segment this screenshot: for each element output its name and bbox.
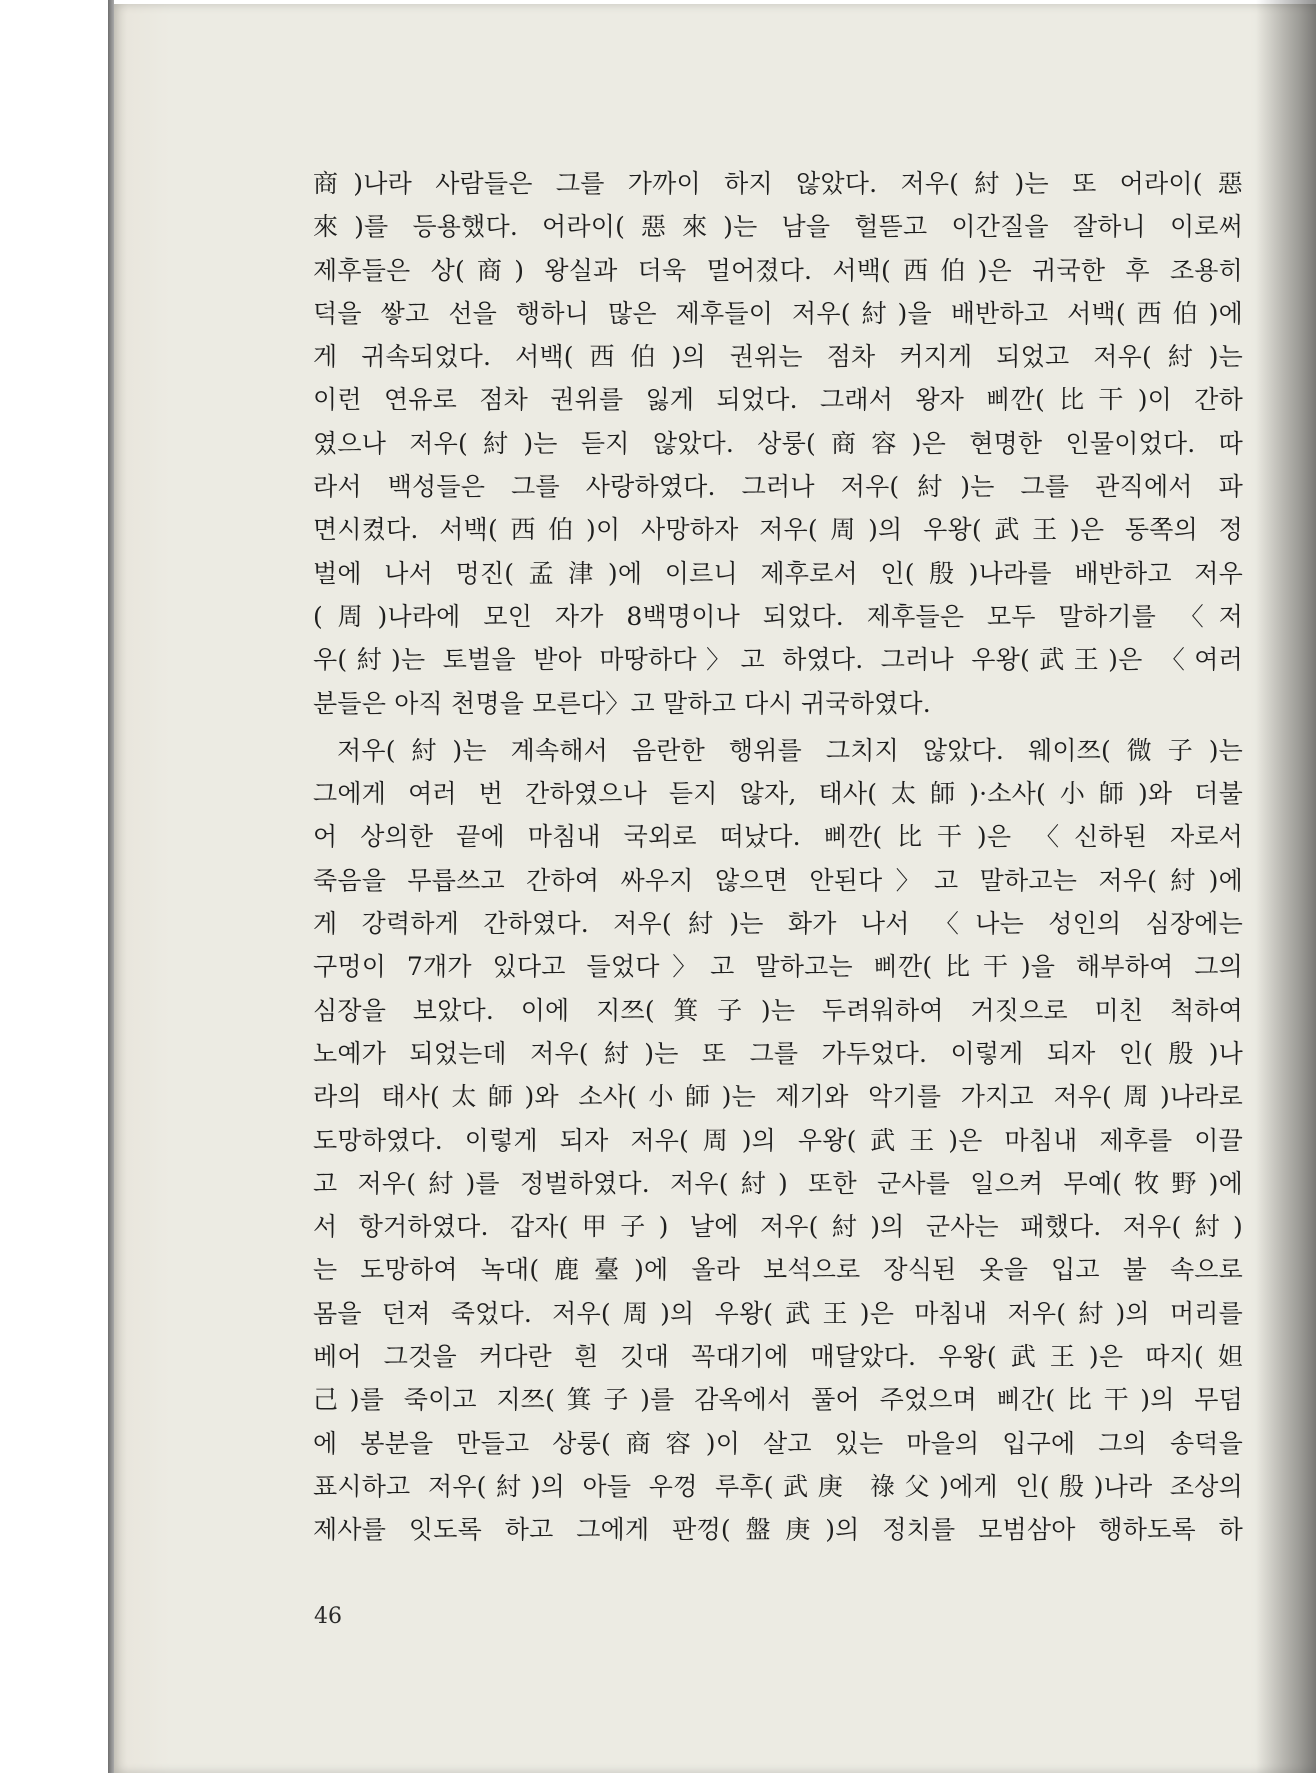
text-line: 에 봉분을 만들고 상룽(商容)이 살고 있는 마을의 입구에 그의 송덕을	[313, 1428, 1243, 1458]
text-line: 베어 그것을 커다란 흰 깃대 꼭대기에 매달았다. 우왕(武王)은 따지(妲	[313, 1342, 1243, 1372]
text-line: 도망하였다. 이렇게 되자 저우(周)의 우왕(武王)은 마침내 제후를 이끌	[313, 1125, 1243, 1155]
text-line: 고 저우(紂)를 정벌하였다. 저우(紂) 또한 군사를 일으켜 무예(牧野)에	[313, 1168, 1243, 1198]
text-line: 표시하고 저우(紂)의 아들 우껑 루후(武庚 祿父)에게 인(殷)나라 조상의	[313, 1471, 1243, 1501]
binding-shadow	[1256, 0, 1316, 1773]
text-line: 분들은 아직 천명을 모른다〉고 말하고 다시 귀국하였다.	[313, 688, 931, 718]
text-line: 구멍이 7개가 있다고 들었다〉고 말하고는 삐깐(比干)을 해부하여 그의	[313, 952, 1243, 982]
text-line: 면시켰다. 서백(西伯)이 사망하자 저우(周)의 우왕(武王)은 동쪽의 정	[313, 515, 1243, 545]
text-line: 來)를 등용했다. 어라이(惡來)는 남을 헐뜯고 이간질을 잘하니 이로써	[313, 212, 1243, 242]
text-line: 덕을 쌓고 선을 행하니 많은 제후들이 저우(紂)을 배반하고 서백(西伯)에	[313, 298, 1243, 328]
text-line: 서 항거하였다. 갑자(甲子) 날에 저우(紂)의 군사는 패했다. 저우(紂)	[313, 1212, 1243, 1242]
page-number: 46	[314, 1604, 342, 1629]
text-line: 이런 연유로 점차 권위를 잃게 되었다. 그래서 왕자 삐깐(比干)이 간하	[313, 385, 1243, 415]
text-line: 라서 백성들은 그를 사랑하였다. 그러나 저우(紂)는 그를 관직에서 파	[313, 472, 1243, 502]
text-line: 심장을 보았다. 이에 지쯔(箕子)는 두려워하여 거짓으로 미친 척하여	[313, 995, 1243, 1025]
text-line: 게 귀속되었다. 서백(西伯)의 권위는 점차 커지게 되었고 저우(紂)는	[313, 342, 1243, 372]
text-line: 己)를 죽이고 지쯔(箕子)를 감옥에서 풀어 주었으며 삐간(比干)의 무덤	[313, 1385, 1243, 1415]
text-line: (周)나라에 모인 자가 8백명이나 되었다. 제후들은 모두 말하기를 〈저	[313, 601, 1243, 631]
paragraph-2	[313, 729, 1243, 1552]
text-line: 어 상의한 끝에 마침내 국외로 떠났다. 삐깐(比干)은 〈신하된 자로서	[313, 822, 1243, 852]
paragraph-1	[313, 162, 1243, 725]
text-line: 우(紂)는 토벌을 받아 마땅하다〉고 하였다. 그러나 우왕(武王)은 〈여러	[313, 645, 1243, 675]
page-left-edge	[108, 0, 114, 1773]
text-line: 제후들은 상(商) 왕실과 더욱 멀어졌다. 서백(西伯)은 귀국한 후 조용히	[313, 255, 1243, 285]
text-line: 제사를 잇도록 하고 그에게 판껑(盤庚)의 정치를 모범삼아 행하도록 하	[313, 1515, 1243, 1545]
text-line: 노예가 되었는데 저우(紂)는 또 그를 가두었다. 이렇게 되자 인(殷)나	[313, 1038, 1243, 1068]
text-line: 몸을 던져 죽었다. 저우(周)의 우왕(武王)은 마침내 저우(紂)의 머리를	[313, 1298, 1243, 1328]
text-line: 였으나 저우(紂)는 듣지 않았다. 상룽(商容)은 현명한 인물이었다. 따	[313, 428, 1243, 458]
text-line: 저우(紂)는 계속해서 음란한 행위를 그치지 않았다. 웨이쯔(微子)는	[337, 735, 1243, 765]
text-line: 라의 태사(太師)와 소사(小師)는 제기와 악기를 가지고 저우(周)나라로	[313, 1082, 1243, 1112]
text-line: 商)나라 사람들은 그를 가까이 하지 않았다. 저우(紂)는 또 어라이(惡	[313, 169, 1243, 198]
text-line: 는 도망하여 녹대(鹿臺)에 올라 보석으로 장식된 옷을 입고 불 속으로	[313, 1255, 1243, 1285]
text-line: 게 강력하게 간하였다. 저우(紂)는 화가 나서 〈나는 성인의 심장에는	[313, 909, 1243, 939]
text-line: 벌에 나서 멍진(孟津)에 이르니 제후로서 인(殷)나라를 배반하고 저우	[313, 558, 1243, 588]
body-text	[313, 162, 1243, 1552]
text-line: 죽음을 무릅쓰고 간하여 싸우지 않으면 안된다〉고 말하고는 저우(紂)에	[313, 865, 1243, 895]
text-line: 그에게 여러 번 간하였으나 듣지 않자, 태사(太師)·소사(小師)와 더불	[313, 779, 1243, 809]
